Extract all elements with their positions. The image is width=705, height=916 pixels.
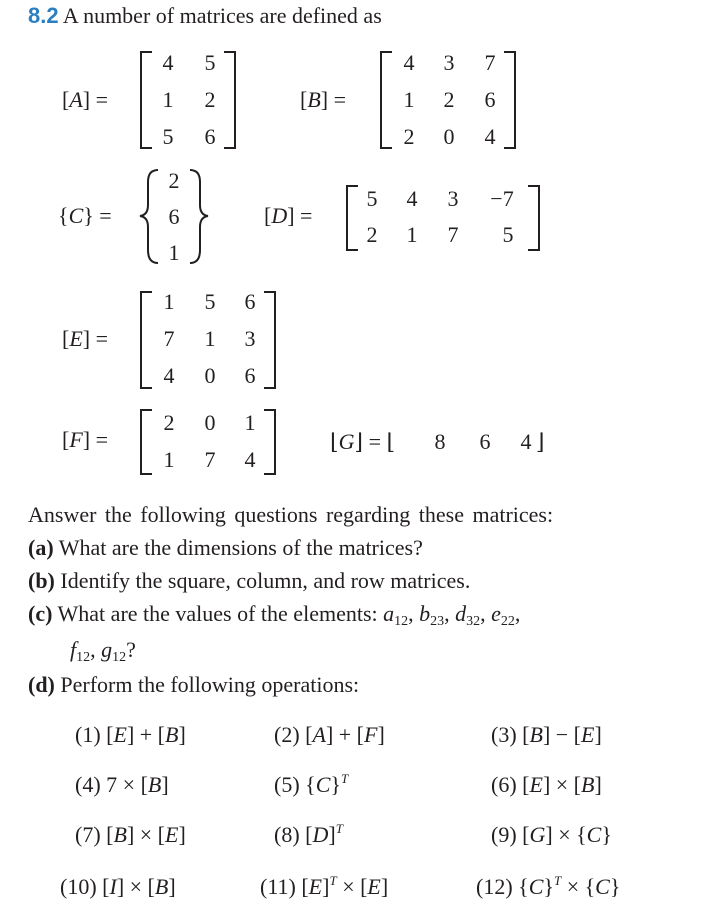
matrix-b-cell: 7 — [484, 50, 496, 75]
matrix-a-cell: 6 — [204, 124, 216, 149]
operation-4: (4) 7 × [B] — [75, 772, 169, 797]
matrix-a-cell: 5 — [162, 124, 174, 149]
question-a-tag: (a) — [28, 535, 54, 560]
matrix-b-cell: 1 — [403, 87, 415, 112]
matrix-b-cell: 4 — [403, 50, 415, 75]
matrix-d-cell: 2 — [366, 222, 378, 247]
operation-9: (9) [G] × {C} — [491, 822, 612, 847]
operation-3: (3) [B] − [E] — [491, 722, 602, 747]
matrix-d-cell: 7 — [447, 222, 459, 247]
questions-intro: Answer the following questions regarding these matrices: — [28, 502, 554, 527]
matrix-b-label: [B] = — [300, 87, 347, 112]
question-b — [28, 567, 470, 595]
matrix-f-cell: 4 — [244, 447, 256, 472]
matrix-d-cell: 5 — [366, 186, 378, 211]
matrix-d-cell: 1 — [406, 222, 418, 247]
matrix-g-cell: 8 — [434, 429, 446, 454]
matrix-f-cell: 0 — [204, 410, 216, 435]
operation-10: (10) [I] × [B] — [60, 874, 176, 899]
question-b-tag: (b) — [28, 568, 55, 593]
matrix-b-cell: 6 — [484, 87, 496, 112]
operation-5: (5) $\{C\}^T$ — [274, 771, 349, 797]
question-d — [28, 671, 359, 699]
problem-number: 8.2 — [28, 3, 59, 28]
matrix-d-cell: 5 — [502, 222, 514, 247]
matrix-f-cell: 2 — [163, 410, 175, 435]
matrix-g-cell: 4 — [520, 429, 532, 454]
question-c — [28, 600, 520, 628]
matrix-c-cell: 2 — [168, 168, 180, 193]
matrix-e-cell: 7 — [163, 326, 175, 351]
matrix-a-cell: 5 — [204, 50, 216, 75]
operation-7: (7) [B] × [E] — [75, 822, 186, 847]
matrix-a-cell: 1 — [162, 87, 174, 112]
matrix-f-cell: 1 — [244, 410, 256, 435]
matrix-g-label: ⌊G⌋ = ⌊ — [330, 429, 396, 454]
question-a-text: What are the dimensions of the matrices? — [58, 535, 423, 560]
matrix-e-cell: 0 — [204, 363, 216, 388]
matrix-d-label: [D] = — [264, 203, 313, 228]
question-c-elements: $a_{12}$, $b_{23}$, $d_{32}$, $e_{22}$, — [383, 601, 521, 629]
question-d-text: Perform the following operations: — [60, 672, 360, 697]
matrix-g-close: ⌋ — [536, 429, 545, 454]
operation-6: (6) [E] × [B] — [491, 772, 602, 797]
matrix-f-cell: 7 — [204, 447, 216, 472]
matrix-b-cell: 3 — [443, 50, 455, 75]
matrix-c-cell: 6 — [168, 204, 180, 229]
problem-intro: A number of matrices are defined as — [62, 3, 382, 28]
operation-1: (1) [E] + [B] — [75, 722, 186, 747]
matrix-b-cell: 2 — [443, 87, 455, 112]
matrix-e-label: [E] = — [62, 326, 109, 351]
matrix-a-cell: 4 — [162, 50, 174, 75]
question-c-continued: $f_{12}$, $g_{12}$? — [70, 637, 136, 665]
operation-2: (2) [A] + [F] — [274, 722, 385, 747]
matrix-f-label: [F] = — [62, 427, 109, 452]
question-a — [28, 534, 423, 562]
question-b-text: Identify the square, column, and row matrices. — [60, 568, 471, 593]
matrix-b-cell: 2 — [403, 124, 415, 149]
matrix-d-cell: 3 — [447, 186, 459, 211]
matrix-b-cell: 4 — [484, 124, 496, 149]
matrix-a-label: [A] = — [62, 87, 109, 112]
operation-11: (11) $[E]^T \times [E]$ — [260, 873, 389, 899]
matrix-c-cell: 1 — [168, 240, 180, 265]
question-c-tag: (c) — [28, 601, 53, 626]
matrix-d-cell: −7 — [490, 186, 514, 211]
matrix-a-cell: 2 — [204, 87, 216, 112]
matrix-e-cell: 3 — [244, 326, 256, 351]
matrix-e-cell: 1 — [204, 326, 216, 351]
matrix-e-cell: 6 — [244, 289, 256, 314]
matrix-e-cell: 5 — [204, 289, 216, 314]
operation-8: (8) $[D]^T$ — [274, 821, 343, 847]
matrix-c-label: {C} = — [58, 203, 112, 228]
matrix-d-cell: 4 — [406, 186, 418, 211]
matrix-e-cell: 6 — [244, 363, 256, 388]
operation-12: (12) $\{C\}^T \times \{C\}$ — [476, 873, 621, 899]
matrix-e-cell: 1 — [163, 289, 175, 314]
matrix-g-cell: 6 — [479, 429, 491, 454]
matrix-f-cell: 1 — [163, 447, 175, 472]
matrix-b-cell: 0 — [443, 124, 455, 149]
question-c-text: What are the values of the elements: — [57, 601, 378, 626]
question-d-tag: (d) — [28, 672, 55, 697]
matrix-e-cell: 4 — [163, 363, 175, 388]
